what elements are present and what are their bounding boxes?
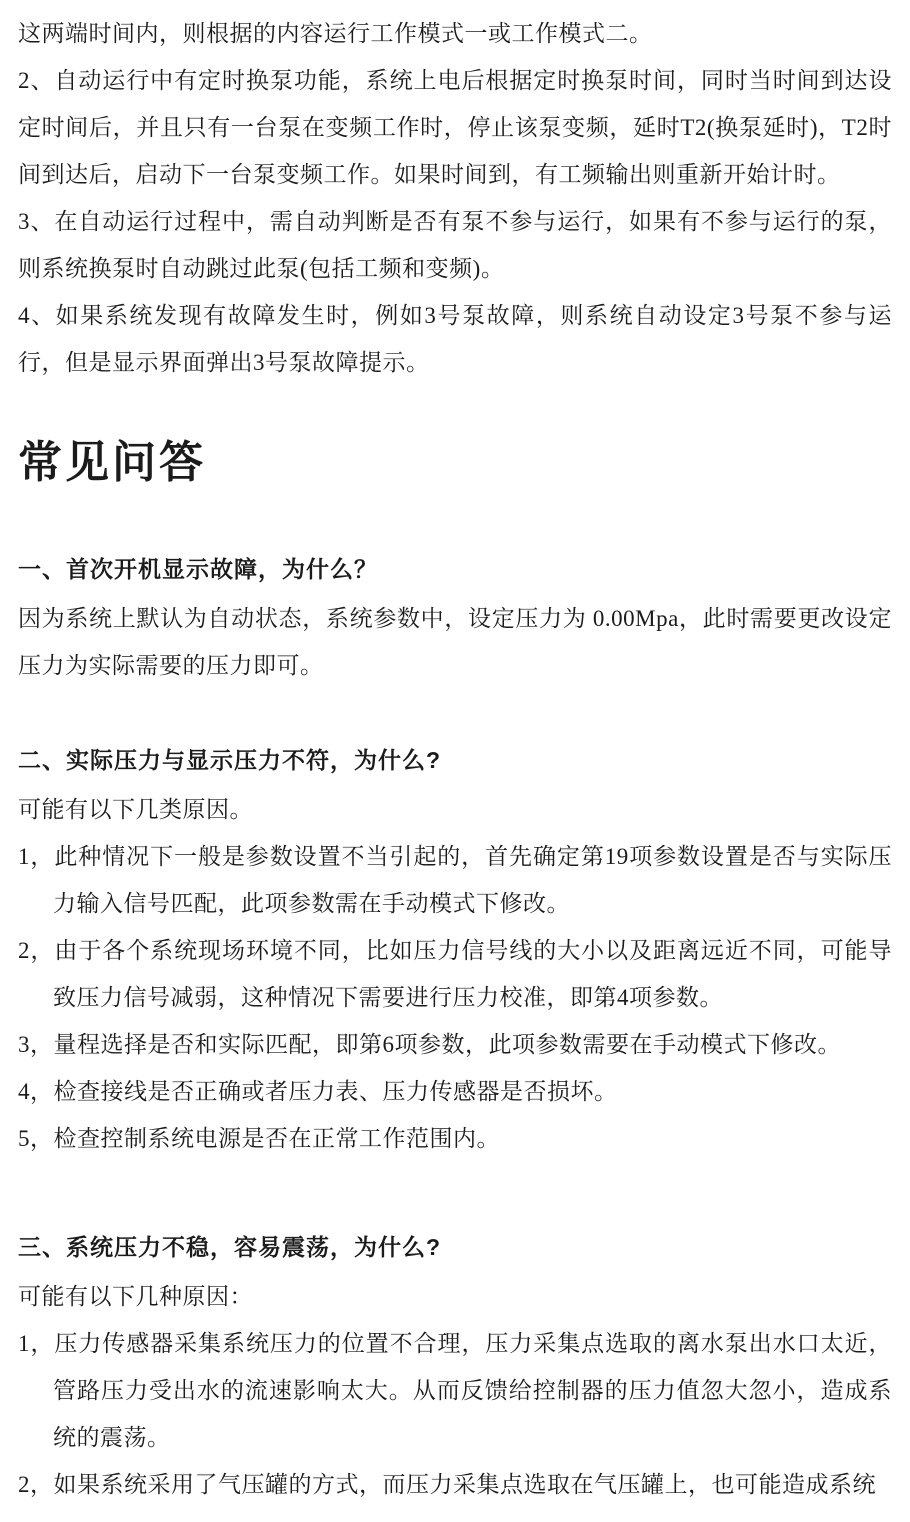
- faq-answer: 因为系统上默认为自动状态，系统参数中，设定压力为 0.00Mpa，此时需要更改设定压力为实际需要的压力即可。: [18, 606, 892, 678]
- faq-answer-item: 2，如果系统采用了气压罐的方式，而压力采集点选取在气压罐上，也可能造成系统: [18, 1472, 876, 1497]
- faq-block-3: [18, 1224, 892, 1508]
- faq-answer-item: 4，检查接线是否正确或者压力表、压力传感器是否损坏。: [18, 1079, 618, 1104]
- faq-answers-1: [18, 595, 892, 689]
- paragraph: 2、自动运行中有定时换泵功能，系统上电后根据定时换泵时间，同时当时间到达设定时间后，并且只有一台泵在变频工作时，停止该泵变频，延时T2(换泵延时)，T2时间到达后，启动下一台泵变频工作。如果时间到，有工频输出则重新开始计时。: [18, 68, 892, 187]
- faq-answer: 可能有以下几类原因。: [18, 797, 253, 822]
- faq-block-1: [18, 546, 892, 689]
- faq-answer-item: 2，由于各个系统现场环境不同，比如压力信号线的大小以及距离远近不同，可能导致压力信号减弱，这种情况下需要进行压力校准，即第4项参数。: [18, 938, 892, 1010]
- paragraph: 这两端时间内，则根据的内容运行工作模式一或工作模式二。: [18, 21, 653, 46]
- faq-answer-item: 5，检查控制系统电源是否在正常工作范围内。: [18, 1126, 500, 1151]
- faq-answers-2: [18, 786, 892, 1162]
- faq-question-1: 一、首次开机显示故障，为什么？: [18, 556, 378, 582]
- section-title: 常见问答: [18, 438, 206, 487]
- faq-question-3: 三、系统压力不稳，容易震荡，为什么?: [18, 1234, 442, 1260]
- faq-answer-item: 1，此种情况下一般是参数设置不当引起的，首先确定第19项参数设置是否与实际压力输入信号匹配，此项参数需在手动模式下修改。: [18, 844, 892, 916]
- intro-section: [18, 10, 892, 386]
- faq-answer: 可能有以下几种原因：: [18, 1284, 253, 1309]
- paragraph: 4、如果系统发现有故障发生时，例如3号泵故障，则系统自动设定3号泵不参与运行，但是显示界面弹出3号泵故障提示。: [18, 303, 892, 375]
- faq-answer-item: 3，量程选择是否和实际匹配，即第6项参数，此项参数需要在手动模式下修改。: [18, 1032, 841, 1057]
- faq-block-2: [18, 737, 892, 1162]
- faq-answers-3: [18, 1273, 892, 1508]
- faq-answer-item: 1，压力传感器采集系统压力的位置不合理，压力采集点选取的离水泵出水口太近，管路压力受出水的流速影响太大。从而反馈给控制器的压力值忽大忽小，造成系统的震荡。: [18, 1331, 892, 1450]
- faq-question-2: 二、实际压力与显示压力不符，为什么?: [18, 747, 442, 773]
- paragraph: 3、在自动运行过程中，需自动判断是否有泵不参与运行，如果有不参与运行的泵，则系统换泵时自动跳过此泵(包括工频和变频)。: [18, 209, 892, 281]
